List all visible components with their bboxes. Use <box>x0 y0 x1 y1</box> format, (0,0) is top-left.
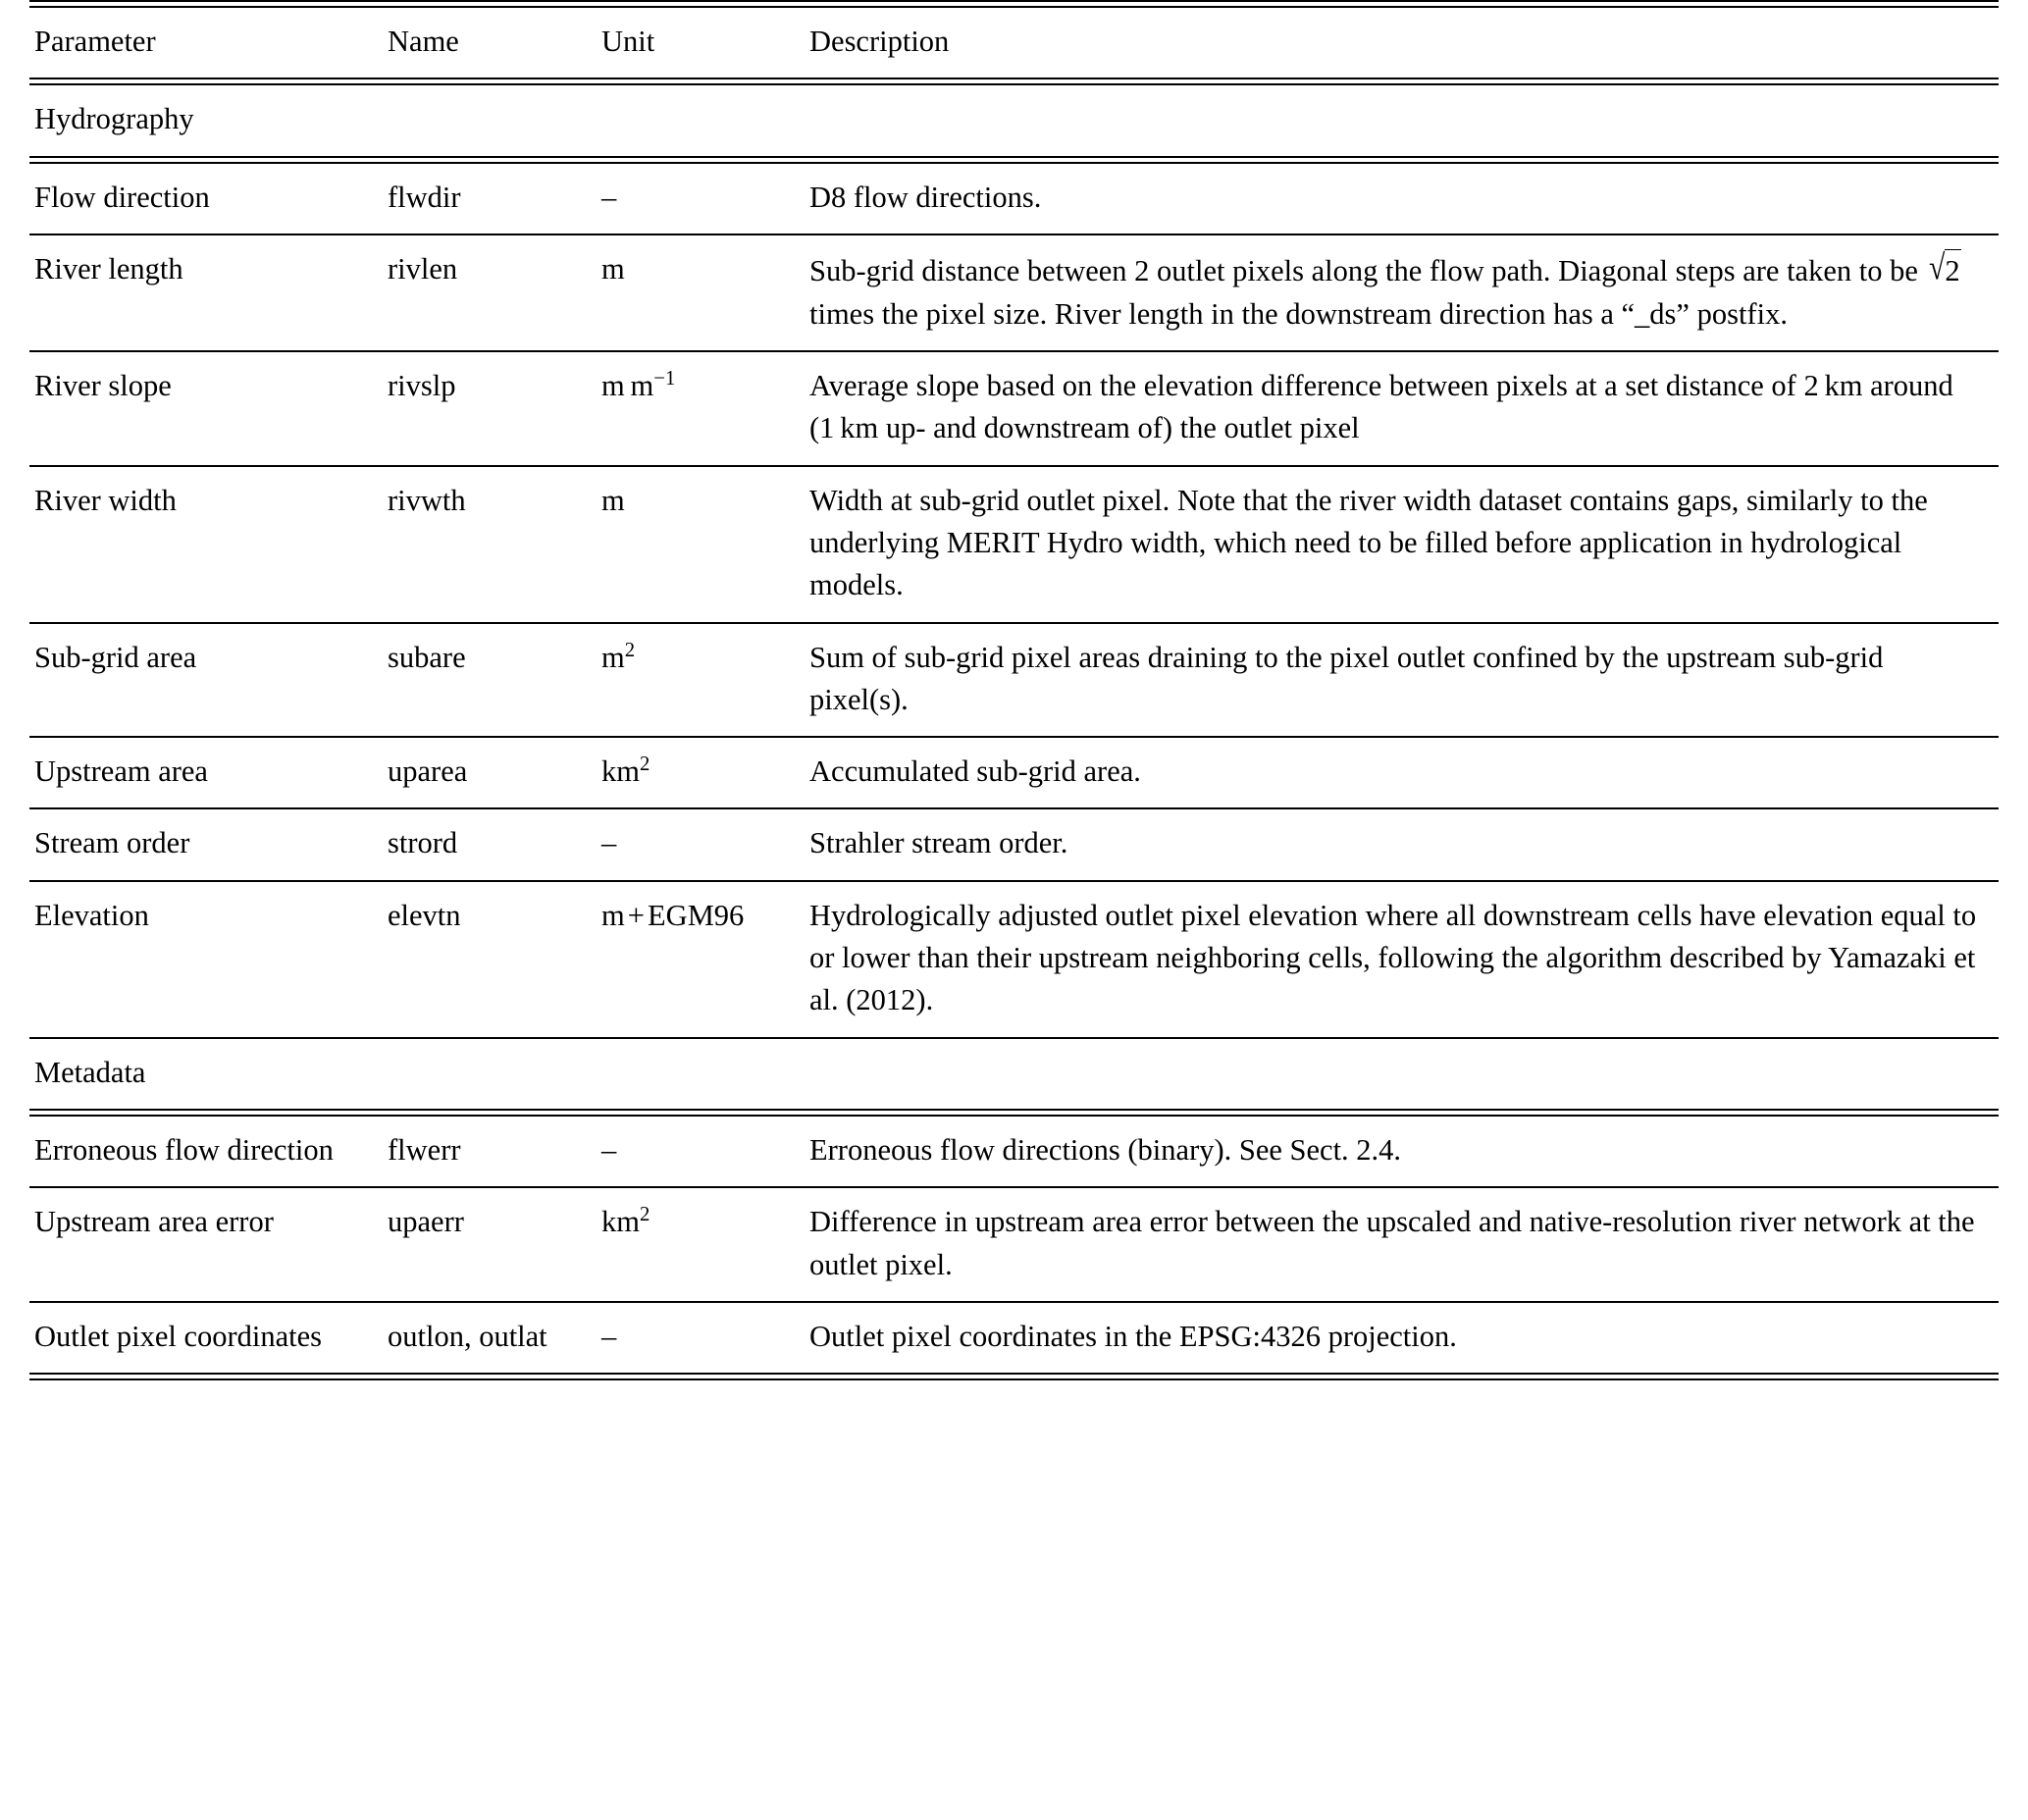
cell-unit: – <box>601 180 617 214</box>
cell-name: flwdir <box>388 180 461 214</box>
column-header-description: Description <box>809 25 950 58</box>
row-rule <box>29 156 1999 164</box>
row-rule <box>29 1109 1999 1117</box>
rule-double <box>29 156 1999 164</box>
cell-parameter: Stream order <box>34 826 190 860</box>
table-bottom-rule <box>29 1373 1999 1380</box>
cell-name: rivslp <box>388 369 456 403</box>
column-header-unit: Unit <box>601 25 655 58</box>
cell-name: strord <box>388 826 458 860</box>
cell-parameter: Outlet pixel coordinates <box>34 1319 323 1353</box>
cell-name: uparea <box>388 754 468 789</box>
cell-unit: – <box>601 1132 617 1167</box>
cell-unit <box>597 882 805 1037</box>
cell-description: Sum of sub-grid pixel areas draining to the pixel outlet confined by the upstream sub-grid pixel(s). <box>809 640 1884 716</box>
header-bottom-rule <box>29 78 1999 85</box>
table-top-rule <box>29 0 1999 8</box>
cell-unit: m <box>601 251 625 286</box>
cell-description: Outlet pixel coordinates in the EPSG:4326 projection. <box>809 1319 1457 1353</box>
section-label: Hydrography <box>34 102 194 136</box>
unit-m-plus-egm96: m+EGM96 <box>601 898 745 932</box>
unit-km-squared: $km^2$ <box>601 754 650 789</box>
sqrt-notation: √2 <box>1926 248 1962 293</box>
cell-parameter: Flow direction <box>34 180 210 214</box>
cell-description <box>805 352 1999 465</box>
cell-description: Erroneous flow directions (binary). See Sect. 2.4. <box>809 1132 1402 1167</box>
table-row <box>29 882 1999 1037</box>
rule-double <box>29 1109 1999 1117</box>
cell-unit <box>597 352 805 465</box>
table-row <box>29 1303 1999 1373</box>
section-header-metadata <box>29 1039 1999 1109</box>
cell-parameter: Upstream area <box>34 754 208 789</box>
section-header-hydrography <box>29 85 1999 155</box>
rule-double <box>29 1373 1999 1380</box>
desc-text-rivslp: Average slope based on the elevation difference between pixels at a set distance of 2 km around (1 km up- and downstream of) the outlet pixel <box>809 369 1953 445</box>
cell-unit: m <box>601 483 625 517</box>
cell-parameter: Upstream area error <box>34 1205 274 1239</box>
table-row <box>29 809 1999 879</box>
cell-unit <box>597 624 805 737</box>
cell-name: elevtn <box>388 898 461 932</box>
cell-description: Width at sub-grid outlet pixel. Note that the river width dataset contains gaps, similarly to the underlying MERIT Hydro width, which need to be filled before application in hydrological models. <box>809 483 1928 602</box>
cell-parameter: River slope <box>34 369 172 403</box>
cell-description: Difference in upstream area error between the upscaled and native-resolution river network at the outlet pixel. <box>809 1205 1975 1281</box>
cell-parameter: River width <box>34 483 177 517</box>
cell-description: D8 flow directions. <box>809 180 1042 214</box>
section-label: Metadata <box>34 1055 146 1089</box>
table-row <box>29 624 1999 737</box>
table-row <box>29 235 1999 350</box>
parameter-table <box>29 0 1999 1380</box>
column-header-parameter: Parameter <box>34 25 156 58</box>
cell-unit <box>597 1188 805 1301</box>
cell-parameter: Elevation <box>34 898 149 932</box>
cell-name: subare <box>388 640 466 674</box>
unit-km-squared: $km^2$ <box>601 1204 650 1239</box>
cell-parameter: Sub-grid area <box>34 640 197 674</box>
table-row <box>29 467 1999 622</box>
cell-description: Strahler stream order. <box>809 826 1068 860</box>
cell-unit: – <box>601 826 617 860</box>
table-row <box>29 1188 1999 1301</box>
cell-name: flwerr <box>388 1132 461 1167</box>
cell-description <box>805 235 1999 350</box>
table-header-row <box>29 8 1999 78</box>
table-row <box>29 1117 1999 1186</box>
desc-text-rivlen: Sub-grid distance between 2 outlet pixels along the flow path. Diagonal steps are taken to be √2 times the pixel size. River length in the downstream direction has a “_ds” postfix. <box>809 246 1960 331</box>
cell-name: rivwth <box>388 483 466 517</box>
cell-name: upaerr <box>388 1205 464 1239</box>
cell-description: Accumulated sub-grid area. <box>809 754 1141 789</box>
table-row <box>29 164 1999 234</box>
cell-unit: – <box>601 1319 617 1353</box>
table-row <box>29 738 1999 807</box>
unit-m-squared: $m^2$ <box>601 639 636 674</box>
rule-double <box>29 78 1999 85</box>
cell-parameter: River length <box>34 251 183 286</box>
table-row <box>29 352 1999 465</box>
cell-parameter: Erroneous flow direction <box>34 1132 334 1167</box>
unit-m-per-m: m $m^{-1}$ <box>601 368 676 403</box>
cell-unit <box>597 738 805 807</box>
column-header-name: Name <box>388 25 459 58</box>
cell-name: rivlen <box>388 251 458 286</box>
cell-description: Hydrologically adjusted outlet pixel elevation where all downstream cells have elevation equal to or lower than their upstream neighboring cells, following the algorithm described by Yamazaki et al. (2012). <box>809 898 1977 1017</box>
cell-name: outlon, outlat <box>388 1319 547 1353</box>
rule-double <box>29 0 1999 8</box>
